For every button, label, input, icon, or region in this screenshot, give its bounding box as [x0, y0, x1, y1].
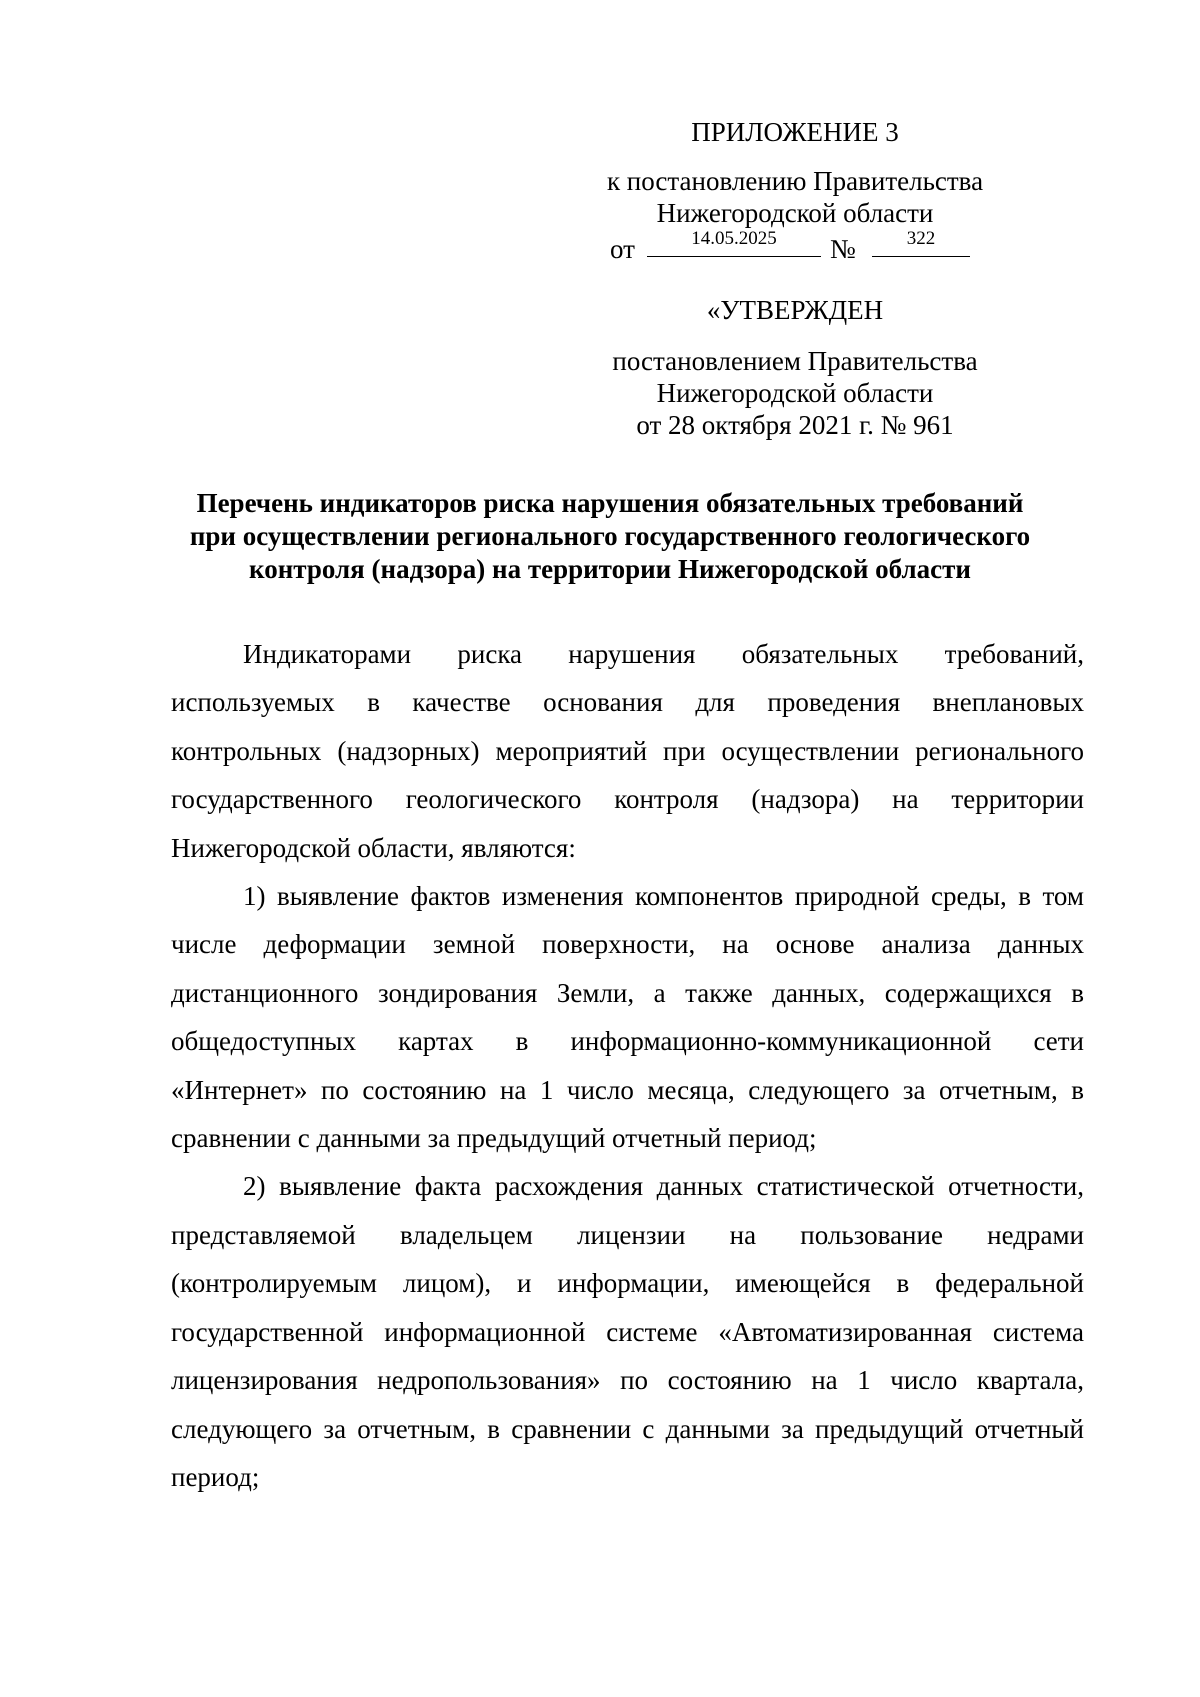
- document-body: [171, 630, 1084, 1501]
- document-title-line: при осуществлении регионального государственного геологического: [189, 521, 1031, 551]
- document-title-line: контроля (надзора) на территории Нижегородской области: [249, 554, 971, 584]
- appendix-region: Нижегородской области: [656, 198, 934, 228]
- appendix-reference: к постановлению Правительства: [606, 166, 984, 196]
- date-prefix: от: [610, 234, 635, 264]
- document-title-line: Перечень индикаторов риска нарушения обязательных требований: [196, 488, 1024, 518]
- document-title: [160, 487, 1060, 586]
- approval-by: постановлением Правительства: [612, 346, 978, 376]
- resolution-number: 322: [872, 226, 970, 257]
- indicator-item-1: 1) выявление фактов изменения компонентов природной среды, в том числе деформации земной поверхности, на основе анализа данных дистанционного зондирования Земли, а также данных, содержащихся в общедоступных картах в информационно-коммуникационной сети «Интернет» по состоянию на 1 число месяца, следующего за отчетным, в сравнении с данными за предыдущий отчетный период;: [171, 881, 1084, 1154]
- approval-date: от 28 октября 2021 г. № 961: [636, 410, 954, 440]
- approval-region: Нижегородской области: [656, 378, 934, 408]
- number-sign: №: [830, 234, 856, 264]
- indicator-item-2: 2) выявление факта расхождения данных статистической отчетности, представляемой владельцем лицензии на пользование недрами (контролируемым лицом), и информации, имеющейся в федеральной государственной информационной системе «Автоматизированная система лицензирования недропользования» по состоянию на 1 число квартала, следующего за отчетным, в сравнении с данными за предыдущий отчетный период;: [171, 1171, 1084, 1492]
- intro-paragraph: Индикаторами риска нарушения обязательных требований, используемых в качестве основания для проведения внеплановых контрольных (надзорных) мероприятий при осуществлении регионального государственного геологического контроля (надзора) на территории Нижегородской области, являются:: [171, 639, 1084, 863]
- appendix-title: ПРИЛОЖЕНИЕ 3: [691, 117, 899, 147]
- approval-title: «УТВЕРЖДЕН: [706, 295, 884, 325]
- resolution-date: 14.05.2025: [647, 226, 821, 257]
- appendix-date-line: [610, 226, 970, 262]
